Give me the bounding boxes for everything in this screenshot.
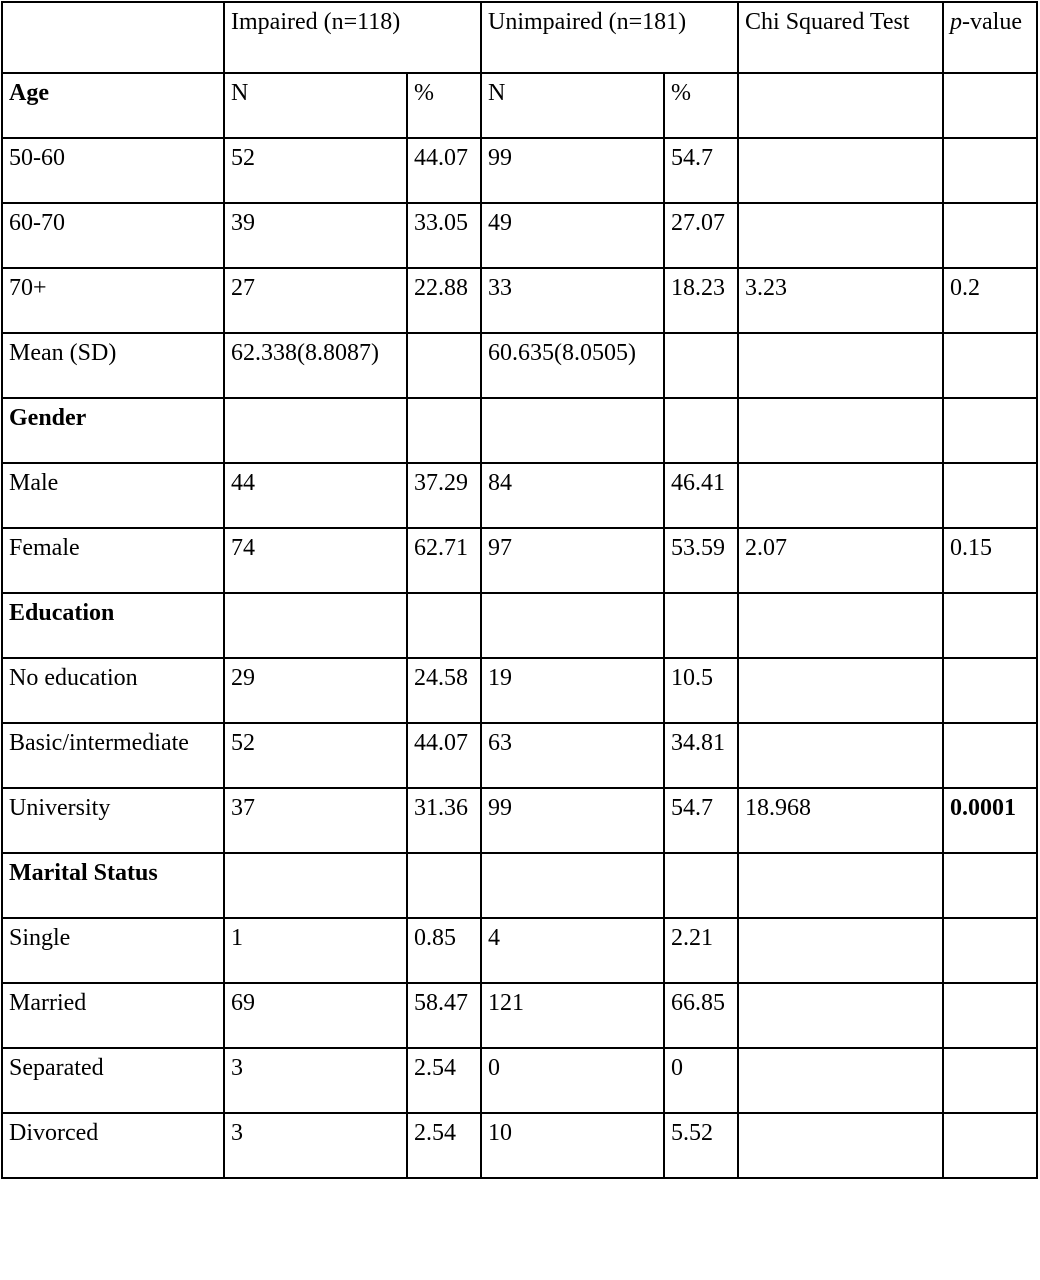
unimpaired-pct — [664, 398, 738, 463]
header-chi-squared: Chi Squared Test — [738, 2, 943, 73]
p-value — [943, 983, 1037, 1048]
row-label: Separated — [2, 1048, 224, 1113]
row-label: Mean (SD) — [2, 333, 224, 398]
chi-squared-value — [738, 398, 943, 463]
unimpaired-pct: 27.07 — [664, 203, 738, 268]
table-row — [2, 528, 1037, 593]
p-value — [943, 1048, 1037, 1113]
header-p-rest: -value — [962, 9, 1022, 35]
table-row — [2, 1048, 1037, 1113]
unimpaired-pct: 54.7 — [664, 788, 738, 853]
impaired-n — [224, 398, 407, 463]
unimpaired-n: 0 — [481, 1048, 664, 1113]
impaired-pct: 22.88 — [407, 268, 481, 333]
chi-squared-value: 18.968 — [738, 788, 943, 853]
unimpaired-n: 60.635(8.0505) — [481, 333, 664, 398]
row-label: 60-70 — [2, 203, 224, 268]
unimpaired-pct: 54.7 — [664, 138, 738, 203]
p-value — [943, 658, 1037, 723]
impaired-n: 74 — [224, 528, 407, 593]
chi-squared-value — [738, 203, 943, 268]
table-body — [2, 2, 1037, 1178]
header-p-value — [943, 2, 1037, 73]
chi-squared-value — [738, 918, 943, 983]
impaired-n — [224, 593, 407, 658]
header-blank-cell — [2, 2, 224, 73]
chi-squared-value — [738, 658, 943, 723]
chi-squared-value — [738, 593, 943, 658]
unimpaired-n — [481, 853, 664, 918]
table-row — [2, 1113, 1037, 1178]
impaired-n: N — [224, 73, 407, 138]
impaired-pct — [407, 853, 481, 918]
table-row — [2, 658, 1037, 723]
section-label: Education — [2, 593, 224, 658]
p-value: 0.0001 — [943, 788, 1037, 853]
row-label: 70+ — [2, 268, 224, 333]
chi-squared-value — [738, 723, 943, 788]
impaired-pct: 31.36 — [407, 788, 481, 853]
chi-squared-value: 3.23 — [738, 268, 943, 333]
impaired-n: 39 — [224, 203, 407, 268]
p-value — [943, 593, 1037, 658]
p-value — [943, 853, 1037, 918]
unimpaired-pct: 34.81 — [664, 723, 738, 788]
table-row — [2, 138, 1037, 203]
impaired-pct: 58.47 — [407, 983, 481, 1048]
impaired-n: 37 — [224, 788, 407, 853]
section-row — [2, 593, 1037, 658]
impaired-pct: 2.54 — [407, 1048, 481, 1113]
impaired-n: 3 — [224, 1113, 407, 1178]
unimpaired-pct: 46.41 — [664, 463, 738, 528]
unimpaired-pct: 0 — [664, 1048, 738, 1113]
section-row — [2, 398, 1037, 463]
unimpaired-pct: 10.5 — [664, 658, 738, 723]
chi-squared-value — [738, 463, 943, 528]
section-row — [2, 853, 1037, 918]
p-value — [943, 138, 1037, 203]
impaired-n: 3 — [224, 1048, 407, 1113]
unimpaired-n: 99 — [481, 788, 664, 853]
unimpaired-n: N — [481, 73, 664, 138]
impaired-pct: 33.05 — [407, 203, 481, 268]
row-label: Single — [2, 918, 224, 983]
p-value — [943, 1113, 1037, 1178]
chi-squared-value — [738, 1048, 943, 1113]
p-value: 0.15 — [943, 528, 1037, 593]
demographics-table — [1, 1, 1038, 1179]
impaired-pct: 44.07 — [407, 138, 481, 203]
chi-squared-value — [738, 333, 943, 398]
impaired-pct: % — [407, 73, 481, 138]
impaired-pct: 37.29 — [407, 463, 481, 528]
unimpaired-n: 10 — [481, 1113, 664, 1178]
chi-squared-value — [738, 853, 943, 918]
unimpaired-n: 121 — [481, 983, 664, 1048]
row-label: Male — [2, 463, 224, 528]
row-label: Divorced — [2, 1113, 224, 1178]
impaired-pct — [407, 333, 481, 398]
chi-squared-value — [738, 138, 943, 203]
p-value — [943, 463, 1037, 528]
impaired-n: 1 — [224, 918, 407, 983]
section-row — [2, 73, 1037, 138]
impaired-n: 62.338(8.8087) — [224, 333, 407, 398]
chi-squared-value — [738, 73, 943, 138]
unimpaired-n: 99 — [481, 138, 664, 203]
chi-squared-value — [738, 983, 943, 1048]
unimpaired-n: 4 — [481, 918, 664, 983]
row-label: Female — [2, 528, 224, 593]
table-row — [2, 203, 1037, 268]
unimpaired-n: 19 — [481, 658, 664, 723]
unimpaired-pct: 18.23 — [664, 268, 738, 333]
unimpaired-pct — [664, 333, 738, 398]
unimpaired-n: 63 — [481, 723, 664, 788]
p-value — [943, 333, 1037, 398]
p-value — [943, 723, 1037, 788]
table-row — [2, 723, 1037, 788]
unimpaired-pct — [664, 593, 738, 658]
p-value: 0.2 — [943, 268, 1037, 333]
impaired-n: 44 — [224, 463, 407, 528]
row-label: University — [2, 788, 224, 853]
impaired-pct: 0.85 — [407, 918, 481, 983]
unimpaired-pct: % — [664, 73, 738, 138]
impaired-pct — [407, 593, 481, 658]
impaired-n: 52 — [224, 138, 407, 203]
impaired-n: 27 — [224, 268, 407, 333]
row-label: No education — [2, 658, 224, 723]
table-row — [2, 268, 1037, 333]
section-label: Marital Status — [2, 853, 224, 918]
row-label: Married — [2, 983, 224, 1048]
impaired-pct: 24.58 — [407, 658, 481, 723]
unimpaired-n: 33 — [481, 268, 664, 333]
impaired-n: 29 — [224, 658, 407, 723]
p-value — [943, 398, 1037, 463]
impaired-pct: 62.71 — [407, 528, 481, 593]
unimpaired-pct: 53.59 — [664, 528, 738, 593]
header-impaired: Impaired (n=118) — [224, 2, 481, 73]
chi-squared-value: 2.07 — [738, 528, 943, 593]
unimpaired-n — [481, 398, 664, 463]
table-row — [2, 788, 1037, 853]
unimpaired-pct — [664, 853, 738, 918]
table-row — [2, 463, 1037, 528]
unimpaired-pct: 5.52 — [664, 1113, 738, 1178]
impaired-n: 69 — [224, 983, 407, 1048]
impaired-pct: 2.54 — [407, 1113, 481, 1178]
impaired-n: 52 — [224, 723, 407, 788]
row-label: Basic/intermediate — [2, 723, 224, 788]
unimpaired-n: 84 — [481, 463, 664, 528]
p-value — [943, 918, 1037, 983]
unimpaired-pct: 2.21 — [664, 918, 738, 983]
header-row — [2, 2, 1037, 73]
impaired-pct: 44.07 — [407, 723, 481, 788]
unimpaired-n — [481, 593, 664, 658]
p-value — [943, 73, 1037, 138]
section-label: Gender — [2, 398, 224, 463]
unimpaired-n: 97 — [481, 528, 664, 593]
header-unimpaired: Unimpaired (n=181) — [481, 2, 738, 73]
row-label: 50-60 — [2, 138, 224, 203]
chi-squared-value — [738, 1113, 943, 1178]
table-row — [2, 918, 1037, 983]
p-value — [943, 203, 1037, 268]
impaired-pct — [407, 398, 481, 463]
header-p-italic: p — [950, 9, 963, 35]
table-row — [2, 983, 1037, 1048]
table-row — [2, 333, 1037, 398]
unimpaired-n: 49 — [481, 203, 664, 268]
unimpaired-pct: 66.85 — [664, 983, 738, 1048]
impaired-n — [224, 853, 407, 918]
section-label: Age — [2, 73, 224, 138]
